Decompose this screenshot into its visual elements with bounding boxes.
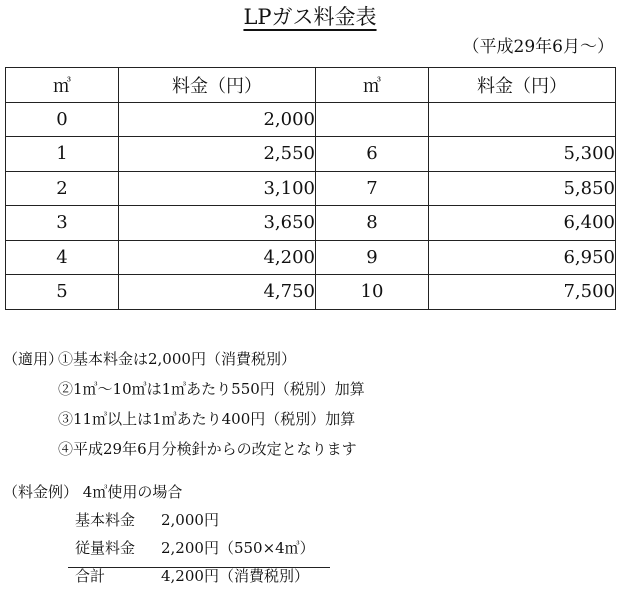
volume-cell: 10 (316, 275, 429, 310)
note-item: ④平成29年6月分検針からの改定となります (58, 440, 357, 458)
table-header-row (6, 68, 616, 103)
table-row (6, 171, 616, 206)
price-cell: 2,000 (119, 102, 316, 137)
volume-cell: 0 (6, 102, 119, 137)
sum-divider (68, 567, 330, 568)
price-cell: 6,950 (429, 240, 616, 275)
example-value: 2,000円 (161, 511, 219, 529)
example-key: 基本料金 (75, 511, 136, 529)
price-cell: 3,650 (119, 206, 316, 241)
example-value: 4,200円（消費税別） (161, 567, 309, 585)
table-row (6, 240, 616, 275)
table-row (6, 275, 616, 310)
volume-cell: 1 (6, 137, 119, 172)
header-price: 料金（円） (119, 68, 316, 103)
price-cell: 4,750 (119, 275, 316, 310)
table-row (6, 137, 616, 172)
example-label: （料金例） 4㎥使用の場合 (3, 483, 183, 501)
example-key: 合計 (75, 567, 106, 585)
price-cell: 3,100 (119, 171, 316, 206)
price-cell: 2,550 (119, 137, 316, 172)
volume-cell (316, 102, 429, 137)
price-cell (429, 102, 616, 137)
volume-cell: 8 (316, 206, 429, 241)
table-row (6, 102, 616, 137)
notes-label: （適用） (3, 350, 64, 368)
page-title: LPガス料金表 (243, 5, 377, 29)
volume-cell: 5 (6, 275, 119, 310)
volume-cell: 6 (316, 137, 429, 172)
note-item: ③11㎥以上は1㎥あたり400円（税別）加算 (58, 410, 356, 428)
price-cell: 5,850 (429, 171, 616, 206)
header-price: 料金（円） (429, 68, 616, 103)
price-cell: 4,200 (119, 240, 316, 275)
price-cell: 7,500 (429, 275, 616, 310)
example-title: 4㎥使用の場合 (82, 483, 183, 501)
example-value: 2,200円（550×4㎥） (161, 539, 315, 557)
volume-cell: 7 (316, 171, 429, 206)
price-cell: 5,300 (429, 137, 616, 172)
volume-cell: 9 (316, 240, 429, 275)
volume-cell: 3 (6, 206, 119, 241)
price-cell: 6,400 (429, 206, 616, 241)
volume-cell: 2 (6, 171, 119, 206)
header-volume: ㎥ (6, 68, 119, 103)
price-table (5, 67, 616, 310)
example-key: 従量料金 (75, 539, 136, 557)
header-volume: ㎥ (316, 68, 429, 103)
note-item: ②1㎥～10㎥は1㎥あたり550円（税別）加算 (58, 380, 365, 398)
table-row (6, 206, 616, 241)
effective-date: （平成29年6月～） (462, 37, 614, 57)
note-item: ①基本料金は2,000円（消費税別） (58, 350, 296, 368)
volume-cell: 4 (6, 240, 119, 275)
